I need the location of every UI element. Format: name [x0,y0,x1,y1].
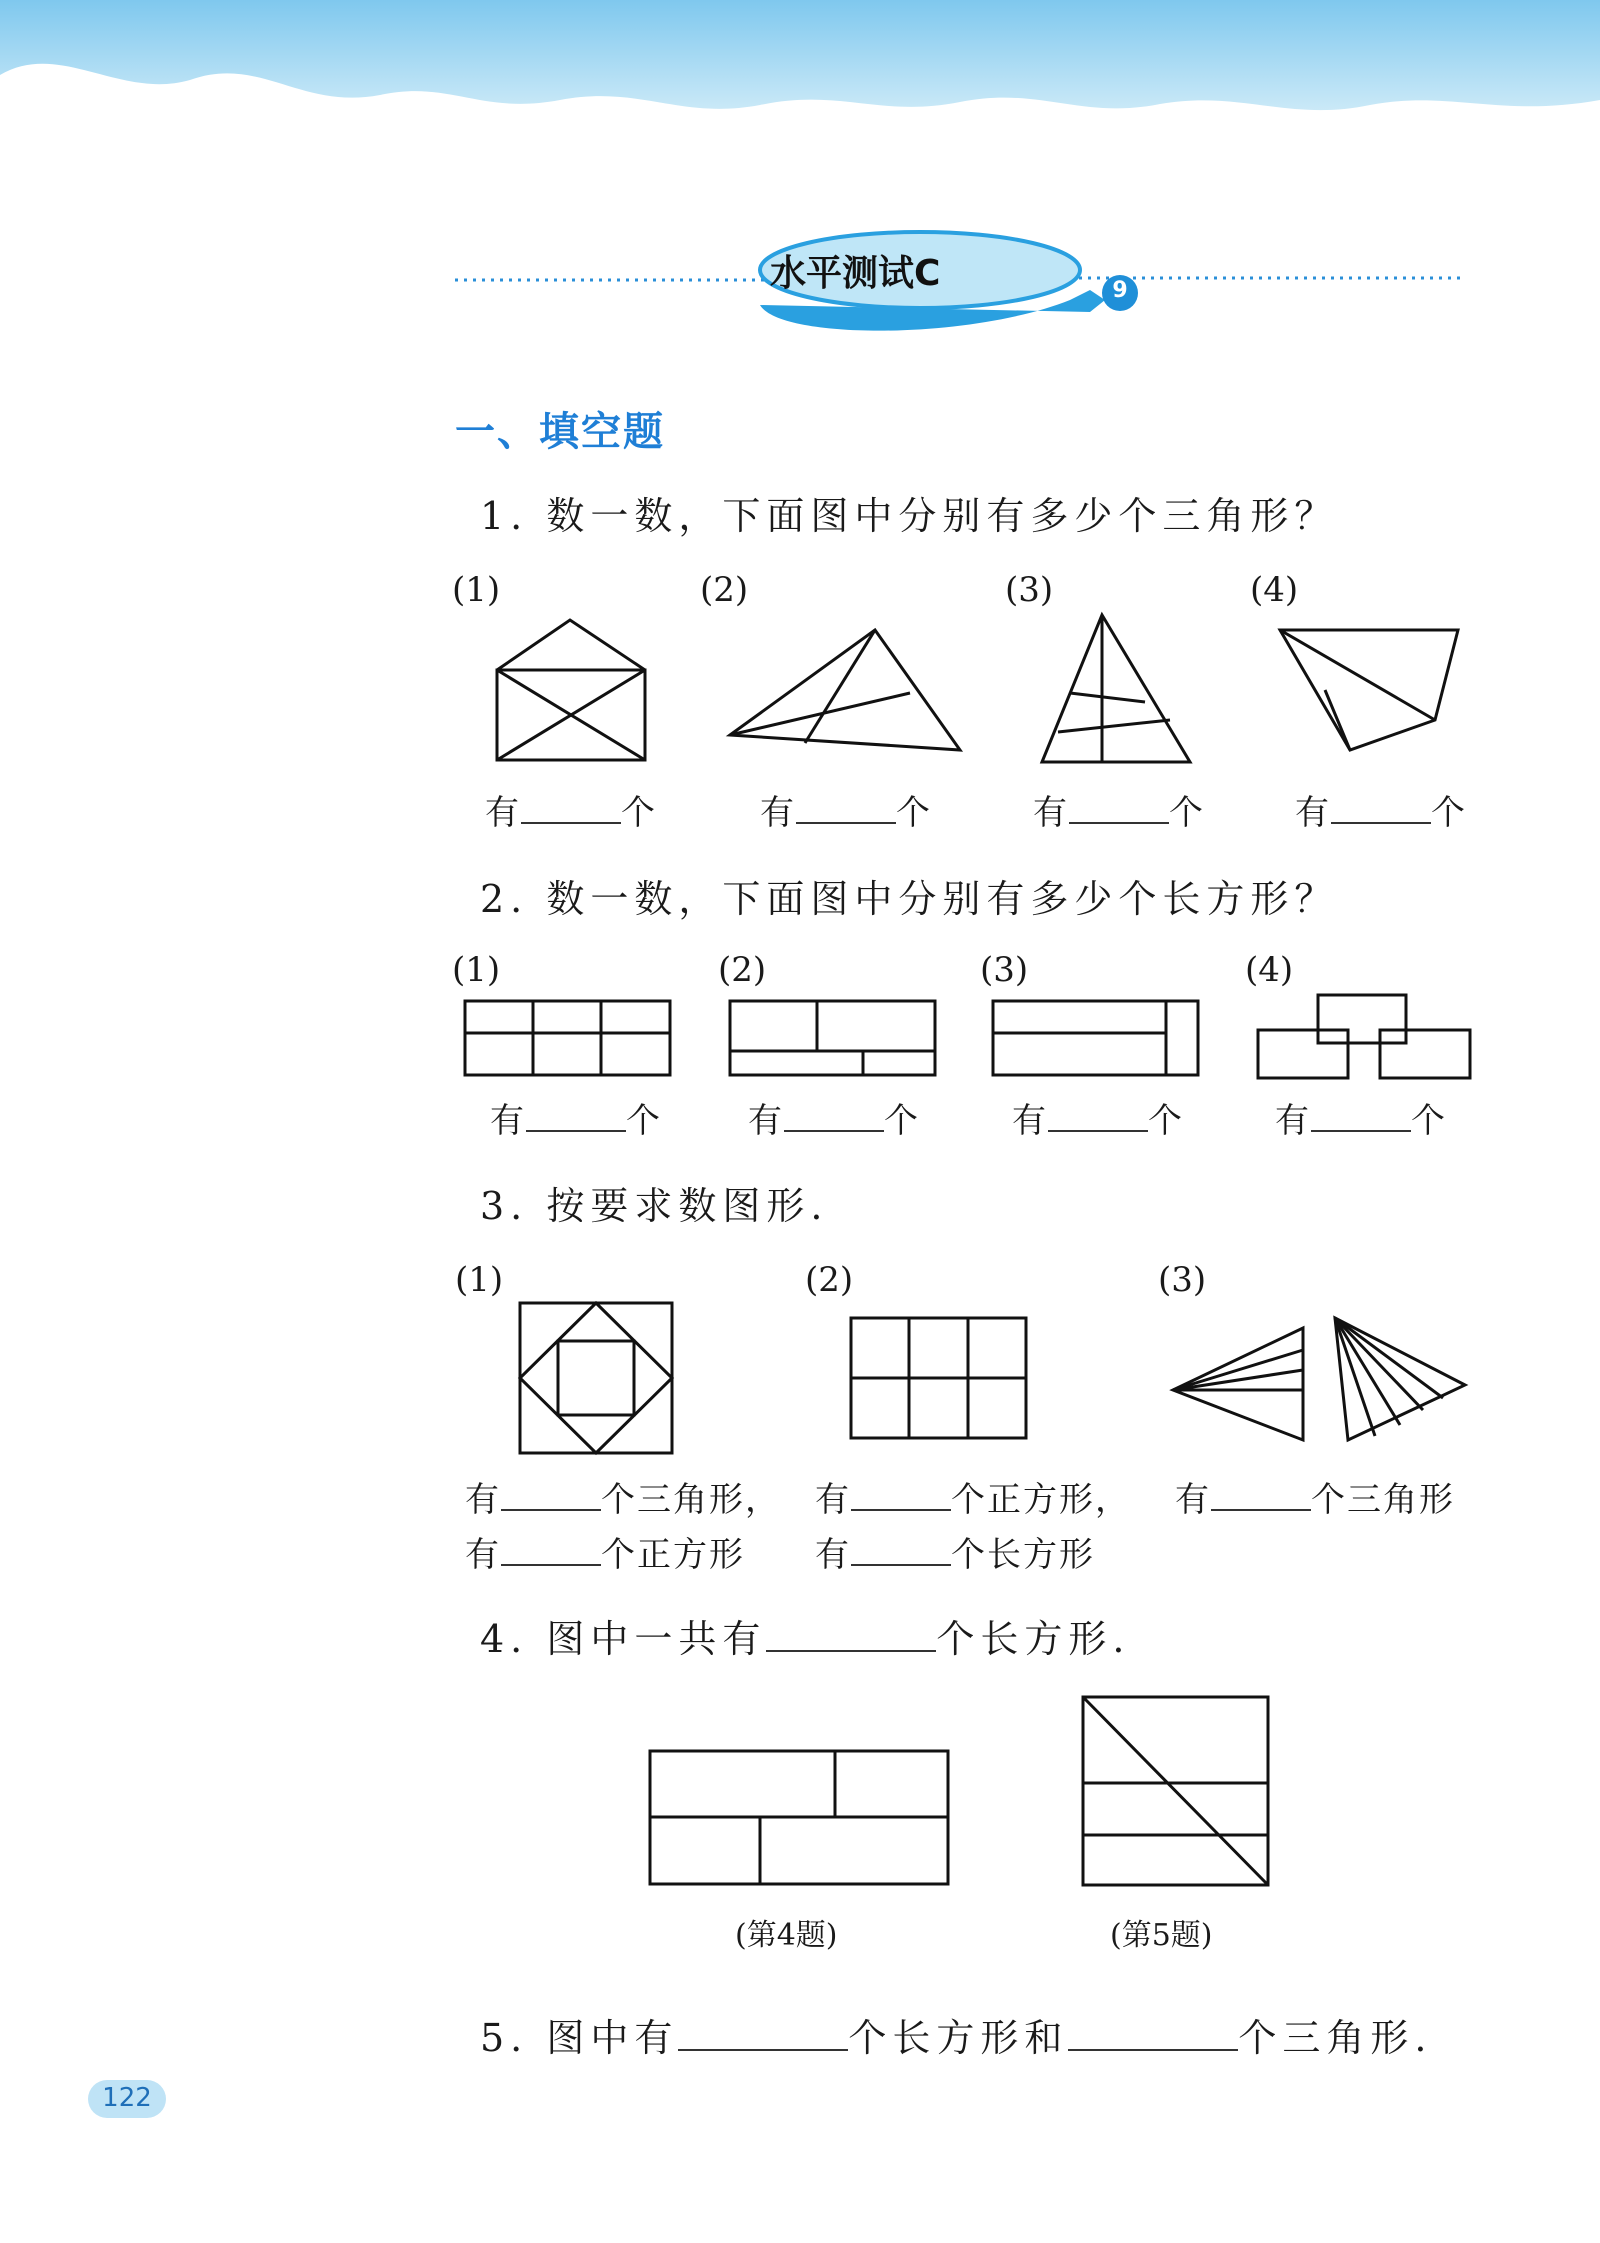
q5-figure [1078,1690,1273,1890]
q3-figure-square-diamond [515,1295,680,1460]
answer-blank[interactable] [851,1508,951,1511]
answer-blank[interactable] [501,1563,601,1566]
q3-label-2: (2) [805,1260,854,1300]
q1-answer-3: 有 个 [1033,793,1205,833]
answer-blank[interactable] [526,1129,626,1132]
q1-label-1: (1) [452,570,501,610]
q1-answer-4: 有 个 [1295,793,1467,833]
page-title: 水平测试C [770,253,941,294]
answer-blank[interactable] [1068,2048,1238,2051]
q2-label-2: (2) [718,950,767,990]
q2-figure-4 [1252,985,1477,1085]
chapter-number: 9 [1112,278,1128,303]
q1-figure-triangle-3 [1030,610,1200,770]
answer-blank[interactable] [1311,1129,1411,1132]
q3-label-1: (1) [455,1260,504,1300]
q1-label-2: (2) [700,570,749,610]
q3-answer-1-line-2: 有 个正方形 [465,1535,745,1575]
q2-label-4: (4) [1245,950,1294,990]
q2-answer-1: 有 个 [490,1101,662,1141]
answer-blank[interactable] [521,821,621,824]
title-badge [450,230,1480,350]
q3-figure-grid [845,1310,1030,1445]
answer-blank[interactable] [501,1508,601,1511]
answer-blank[interactable] [1211,1508,1311,1511]
q1-figure-triangle-2 [720,615,970,755]
q3-answer-2-line-1: 有 个正方形， [815,1480,1131,1520]
sky-cloud-banner [0,0,1600,130]
answer-blank[interactable] [1069,821,1169,824]
q2-answer-3: 有 个 [1012,1101,1184,1141]
q3-label-3: (3) [1158,1260,1207,1300]
answer-blank[interactable] [1331,821,1431,824]
q1-answer-1: 有 个 [485,793,657,833]
q3-figure-fans [1165,1310,1470,1445]
q2-label-1: (1) [452,950,501,990]
answer-blank[interactable] [796,821,896,824]
page-number: 122 [102,2083,152,2113]
question-3-text: 3. 按要求数图形. [480,1184,829,1228]
question-2-text: 2. 数一数，下面图中分别有多少个长方形？ [480,877,1339,921]
question-4-text: 4. 图中一共有 个长方形. [480,1617,1131,1661]
q3-answer-2-line-2: 有 个长方形 [815,1535,1095,1575]
q5-caption: (第5题) [1110,1918,1213,1953]
answer-blank[interactable] [784,1129,884,1132]
q1-figure-envelope [480,610,660,770]
q1-answer-2: 有 个 [760,793,932,833]
q2-answer-4: 有 个 [1275,1101,1447,1141]
q4-figure [645,1745,955,1890]
answer-blank[interactable] [766,1649,936,1652]
q2-figure-2 [725,995,940,1080]
section-title: 一、填空题 [455,409,665,455]
answer-blank[interactable] [851,1563,951,1566]
q2-label-3: (3) [980,950,1029,990]
q2-figure-1 [460,995,680,1080]
answer-blank[interactable] [1048,1129,1148,1132]
q1-label-3: (3) [1005,570,1054,610]
q3-answer-3: 有 个三角形 [1175,1480,1455,1520]
q3-answer-1-line-1: 有 个三角形， [465,1480,781,1520]
question-1-text: 1. 数一数，下面图中分别有多少个三角形？ [480,494,1339,538]
q1-label-4: (4) [1250,570,1299,610]
q2-figure-3 [988,995,1203,1080]
q2-answer-2: 有 个 [748,1101,920,1141]
q4-caption: (第4题) [735,1918,838,1953]
answer-blank[interactable] [678,2048,848,2051]
question-5-text: 5. 图中有 个长方形和 个三角形. [480,2016,1433,2060]
q1-figure-trapezoid [1270,620,1470,760]
